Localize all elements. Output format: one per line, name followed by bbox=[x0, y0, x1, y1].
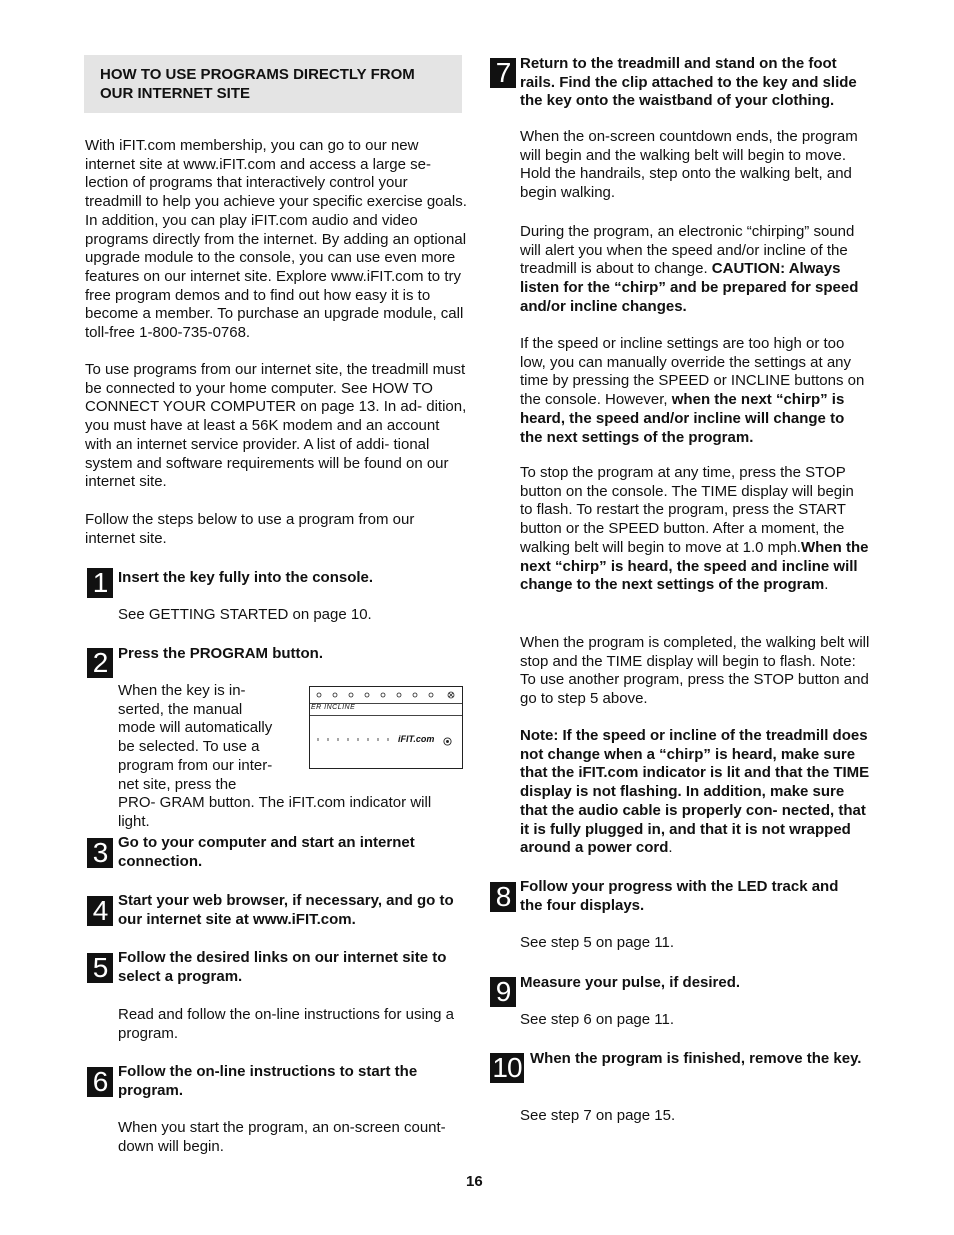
step-7-paragraph-3: If the speed or incline settings are too high or too low, you can manually override the settings at any time by pressing the SPEED or INCLINE buttons on the console. However, when the next “chirp” is heard, the speed and/or incline will change to the next settings of the program. bbox=[520, 335, 865, 446]
step-number-2: 2 bbox=[87, 648, 113, 678]
step-number-10: 10 bbox=[490, 1053, 524, 1083]
step-10-heading: When the program is finished, remove the key. bbox=[530, 1050, 862, 1067]
step-4-heading: Start your web browser, if necessary, and go to our internet site at www.iFIT.com. bbox=[118, 892, 454, 928]
step-number-5: 5 bbox=[87, 953, 113, 983]
step-6-body: When you start the program, an on-screen count- down will begin. bbox=[118, 1119, 446, 1155]
step-8-heading: Follow your progress with the LED track and the four displays. bbox=[520, 878, 839, 914]
console-led-indicators bbox=[316, 690, 456, 700]
step-number-6: 6 bbox=[87, 1067, 113, 1097]
page-number: 16 bbox=[466, 1173, 483, 1190]
step-7-paragraph-2: During the program, an electronic “chirping” sound will alert you when the speed and/or incline of the treadmill is about to change. CAUTION: Always listen for the “chirp” and be prepared for speed and/or incline changes. bbox=[520, 223, 859, 315]
step-9-heading: Measure your pulse, if desired. bbox=[520, 974, 741, 991]
step-5-body: Read and follow the on-line instructions for using a program. bbox=[118, 1006, 455, 1042]
step-7-heading: Return to the treadmill and stand on the foot rails. Find the clip attached to the key and slide the key onto the waistband of your clothing. bbox=[520, 55, 857, 110]
step-number-1: 1 bbox=[87, 568, 113, 598]
step-1-body: See GETTING STARTED on page 10. bbox=[118, 606, 372, 623]
step-7-note: Note: If the speed or incline of the treadmill does not change when a “chirp” is heard, make sure that the iFIT.com indicator is lit and that the TIME display is not flashing. In addition, make sure that the audio cable is properly con- nected, that it is fully plugged in, and that it is not wrapped around a power cord. bbox=[520, 727, 870, 857]
step-7-paragraph-5: When the program is completed, the walking belt will stop and the TIME display will begin to flash. Note: To use another program, press the STOP button and go to step 5 above. bbox=[520, 634, 870, 708]
step-1-heading: Insert the key fully into the console. bbox=[118, 569, 374, 586]
console-incline-label: ER INCLINE bbox=[311, 704, 356, 711]
intro-paragraph-1: With iFIT.com membership, you can go to our new internet site at www.iFIT.com and access a large se- lection of programs that interactively control your treadmill to help you achieve your specific exercise goals. In addition, you can play iFIT.com audio and video programs directly from the internet. By adding an optional upgrade module to the console, you can use even more features on our internet site. Explore www.iFIT.com to try free program demos and to find out how easy it is to become a member. To purchase an upgrade module, call toll-free 1-800-735-0768. bbox=[85, 137, 467, 342]
console-illustration bbox=[309, 686, 463, 769]
step-10-body: See step 7 on page 15. bbox=[520, 1107, 676, 1124]
step-7-paragraph-4: To stop the program at any time, press the STOP button on the console. The TIME display will begin to flash. To restart the program, press the START button or the SPEED button. After a moment, the walking belt will begin to move at 1.0 mph.When the next “chirp” is heard, the speed and incline will change to the next settings of the program. bbox=[520, 464, 869, 594]
intro-paragraph-2: To use programs from our internet site, the treadmill must be connected to your home computer. See HOW TO CONNECT YOUR COMPUTER on page 13. In ad- dition, you must have at least a 56K modem and an account with an internet service provider. A list of addi- tional system and software requirements will be found on our internet site. bbox=[85, 361, 467, 491]
step-number-8: 8 bbox=[490, 882, 516, 912]
console-tick-marks bbox=[316, 737, 396, 743]
ifit-logo: iFIT.com bbox=[398, 734, 435, 744]
ifit-indicator-icon bbox=[443, 737, 452, 746]
step-number-9: 9 bbox=[490, 977, 516, 1007]
step-8-body: See step 5 on page 11. bbox=[520, 934, 675, 951]
step-3-heading: Go to your computer and start an internet connection. bbox=[118, 834, 415, 870]
step-2-body: When the key is in- serted, the manual mode will automatically be selected. To use a program from our inter- net site, press the PRO- GRAM button. The iFIT.com indicator will light. bbox=[118, 682, 432, 830]
step-number-3: 3 bbox=[87, 838, 113, 868]
step-7-paragraph-1: When the on-screen countdown ends, the program will begin and the walking belt will begin to move. Hold the handrails, step onto the walking belt, and begin walking. bbox=[520, 128, 858, 202]
step-2-heading: Press the PROGRAM button. bbox=[118, 645, 324, 662]
step-5-heading: Follow the desired links on our internet site to select a program. bbox=[118, 949, 447, 985]
section-header bbox=[84, 55, 462, 113]
console-divider bbox=[310, 715, 462, 716]
step-6-heading: Follow the on-line instructions to start the program. bbox=[118, 1063, 418, 1099]
step-9-body: See step 6 on page 11. bbox=[520, 1011, 675, 1028]
step-number-7: 7 bbox=[490, 58, 516, 88]
section-title: HOW TO USE PROGRAMS DIRECTLY FROM OUR INTERNET SITE bbox=[100, 66, 415, 102]
step-number-4: 4 bbox=[87, 896, 113, 926]
intro-paragraph-3: Follow the steps below to use a program from our internet site. bbox=[85, 511, 415, 547]
